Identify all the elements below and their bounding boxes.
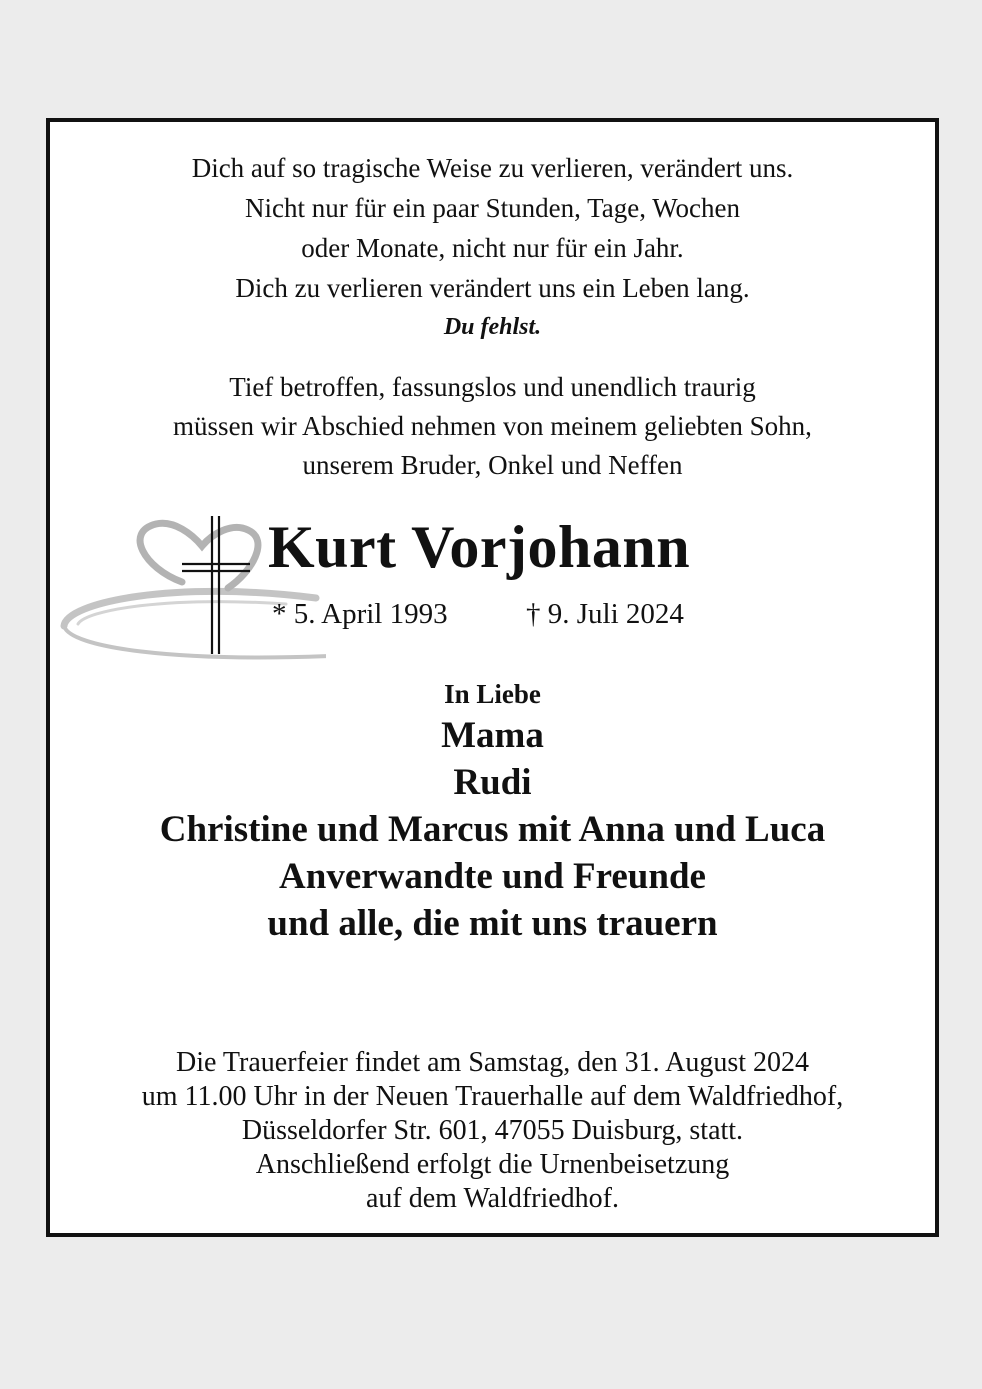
announcement-text — [50, 368, 935, 485]
mourner-name: Rudi — [453, 762, 532, 803]
poem-line: Nicht nur für ein paar Stunden, Tage, Wochen — [244, 193, 741, 223]
funeral-details — [50, 1046, 935, 1216]
funeral-line: Anschließend erfolgt die Urnenbeisetzung — [255, 1149, 730, 1180]
poem-line: Dich zu verlieren verändert uns ein Leben lang. — [235, 273, 750, 303]
mourners-lead: In Liebe — [444, 679, 541, 709]
poem-line: oder Monate, nicht nur für ein Jahr. — [301, 233, 684, 263]
death-date: † 9. Juli 2024 — [526, 598, 684, 630]
mourners-list — [50, 676, 935, 947]
funeral-line: Die Trauerfeier findet am Samstag, den 31. August 2024 — [175, 1047, 809, 1078]
announcement-line: müssen wir Abschied nehmen von meinem geliebten Sohn, — [173, 411, 812, 441]
poem-line: Dich auf so tragische Weise zu verlieren, verändert uns. — [191, 153, 794, 183]
mourner-name: und alle, die mit uns trauern — [267, 903, 718, 944]
deceased-name: Kurt Vorjohann — [268, 514, 691, 580]
funeral-line: Düsseldorfer Str. 601, 47055 Duisburg, statt. — [241, 1115, 744, 1146]
funeral-line: auf dem Waldfriedhof. — [365, 1183, 620, 1214]
announcement-line: unserem Bruder, Onkel und Neffen — [302, 450, 683, 480]
announcement-line: Tief betroffen, fassungslos und unendlich traurig — [229, 372, 756, 402]
poem-closing: Du fehlst. — [443, 314, 542, 340]
memorial-poem — [50, 148, 935, 347]
mourner-name: Christine und Marcus mit Anna und Luca — [159, 809, 826, 850]
mourner-name: Mama — [441, 715, 544, 756]
funeral-line: um 11.00 Uhr in der Neuen Trauerhalle auf dem Waldfriedhof, — [141, 1081, 844, 1112]
birth-date: * 5. April 1993 — [272, 598, 448, 630]
mourner-name: Anverwandte und Freunde — [279, 856, 706, 897]
obituary-notice — [46, 118, 939, 1237]
